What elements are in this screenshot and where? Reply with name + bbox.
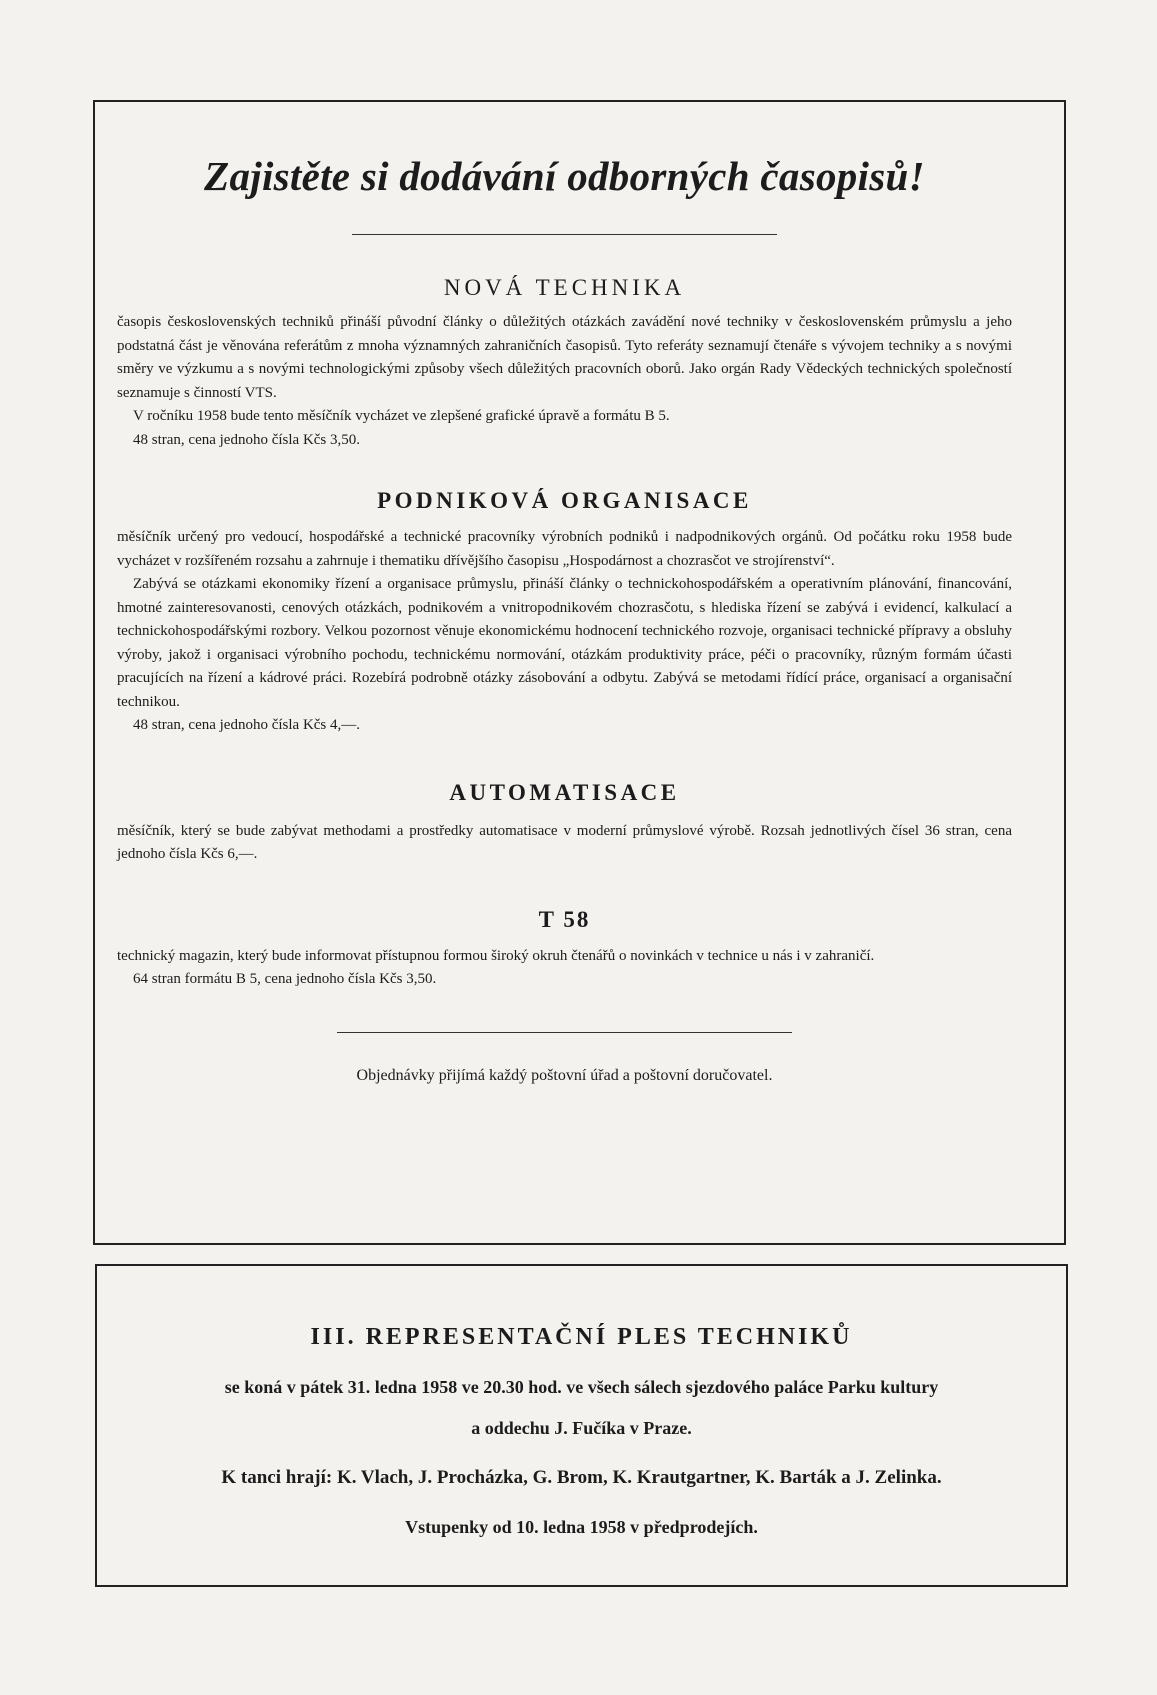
notice-title: Zajistěte si dodávání odborných časopisů! [204,153,925,199]
section-nova-technika [117,275,1012,452]
section-automatisace [117,780,1012,867]
section-paragraph: časopis československých techniků přináší původní články o důležitých otázkách zavádění nové techniky v československém průmyslu a jeho podstatná část je věnována referátům z mnoha významných zahraničních časopisů. Tyto referáty seznamují čtenáře s vývojem techniky a s novými směry ve výzkumu a s novými technologickými způsoby všech důležitých pracovních oborů. Jako orgán Rady Vědeckých technických společností seznamuje s činností VTS. [117,314,1012,401]
divider-rule [352,234,777,235]
order-note: Objednávky přijímá každý poštovní úřad a poštovní doručovatel. [356,1066,773,1084]
section-paragraph: V ročníku 1958 bude tento měsíčník vycházet ve zlepšené grafické úpravě a formátu B 5. [133,408,670,424]
section-paragraph: Zabývá se otázkami ekonomiky řízení a organisace průmyslu, přináší články o technickohospodářském a operativním plánování, financování, hmotné zainteresovanosti, cenových otázkách, podnikovém a vnitropodnikovém chozrasčotu, s hlediska řízení se zabývá i evidencí, kalkulací a technickohospodářskými rozbory. Velkou pozornost věnuje ekonomickému hodnocení technického rozvoje, organisaci technické přípravy a obsluhy výroby, jakož i organisaci výrobního pochodu, technickému normování, otázkám produktivity práce, péči o pracovníky, různým formám účasti pracujících na řízení a kádrové práci. Rozebírá podrobně otázky zásobování a odbytu. Zabývá se metodami řídící práce, organisací a organisační technikou. [117,576,1012,710]
divider-rule [337,1032,792,1033]
ball-date-place: se koná v pátek 31. ledna 1958 ve 20.30 hod. ve všech sálech sjezdového paláce Parku kultury [224,1377,939,1397]
ball-announcement-box [95,1264,1068,1587]
section-paragraph: měsíčník určený pro vedoucí, hospodářské a technické pracovníky výrobních podniků i nadpodnikových orgánů. Od počátku roku 1958 bude vycházet v rozšířeném rozsahu a zahrnuje i thematiku dřívějšího časopisu „Hospodárnost a chozrasčot ve strojírenství“. [117,529,1012,569]
section-heading: NOVÁ TECHNIKA [443,275,686,300]
section-heading: T 58 [538,906,591,932]
section-heading: AUTOMATISACE [449,779,680,805]
section-price: 48 stran, cena jednoho čísla Kčs 3,50. [133,431,361,448]
subscription-notice-box [93,100,1066,1245]
ball-bands: K tanci hrají: K. Vlach, J. Procházka, G. Brom, K. Krautgartner, K. Barták a J. Zelinka. [221,1467,942,1488]
section-paragraph: měsíčník, který se bude zabývat methodami a prostředky automatisace v moderní průmyslové výrobě. Rozsah jednotlivých čísel 36 stran, cena jednoho čísla Kčs 6,—. [117,822,1012,862]
ball-title: III. REPRESENTAČNÍ PLES TECHNIKŮ [310,1324,853,1350]
section-price: 48 stran, cena jednoho čísla Kčs 4,—. [133,717,361,733]
ball-tickets: Vstupenky od 10. ledna 1958 v předprodejích. [405,1517,758,1537]
ball-place-cont: a oddechu J. Fučíka v Praze. [471,1418,692,1438]
section-t58 [117,907,1012,992]
section-price: 64 stran formátu B 5, cena jednoho čísla Kčs 3,50. [133,971,437,987]
section-podnikova-organisace [117,488,1012,738]
section-heading: PODNIKOVÁ ORGANISACE [377,488,752,513]
section-paragraph: technický magazin, který bude informovat přístupnou formou široký okruh čtenářů o novinkách v technice u nás i v zahraničí. [117,947,875,964]
